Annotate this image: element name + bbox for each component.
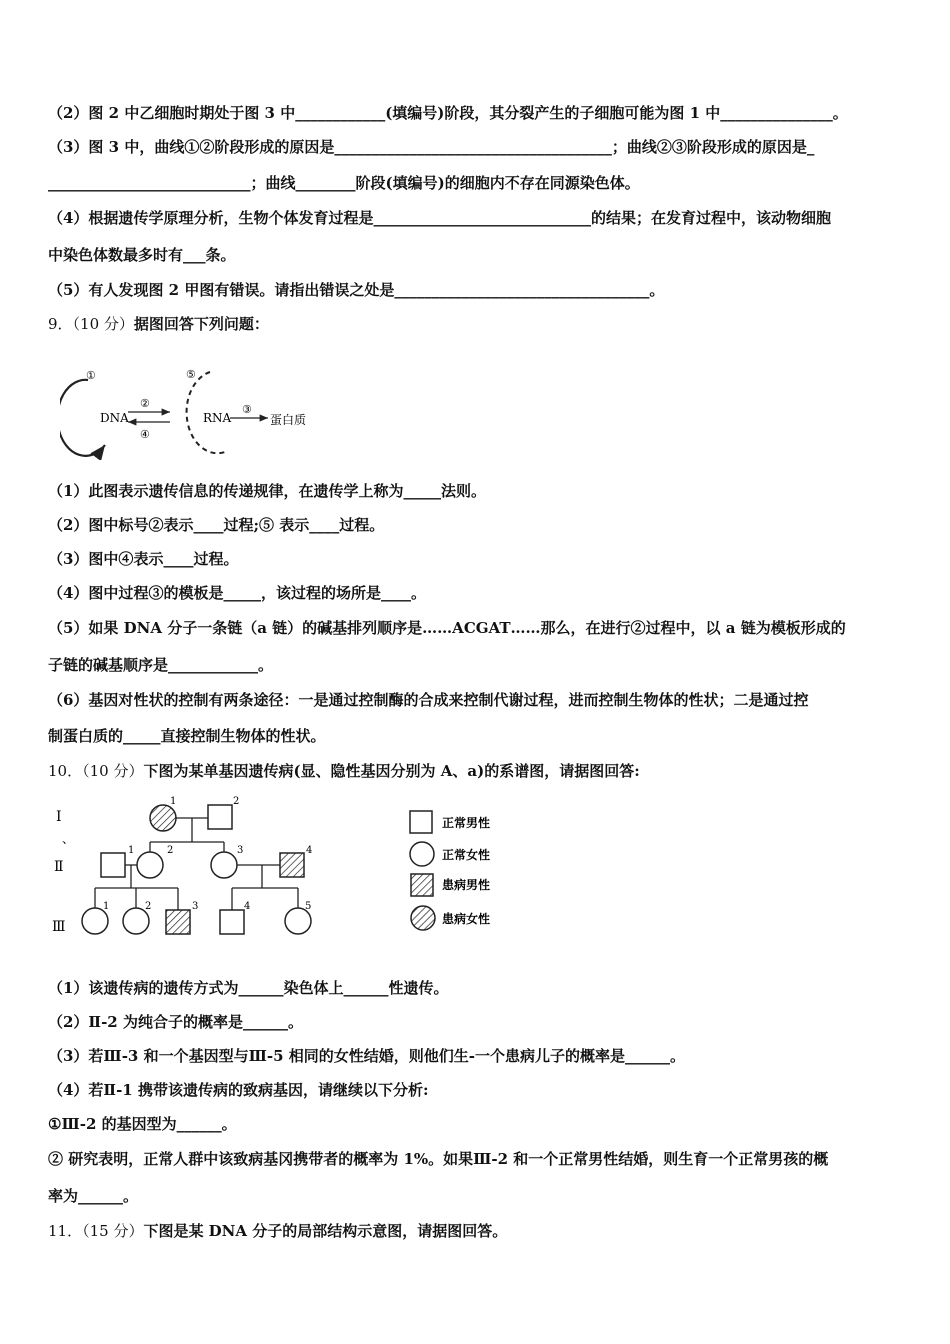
q10-part4: （4）若Ⅱ-1 携带该遗传病的致病基因，请继续以下分析: (48, 1081, 429, 1099)
gen-label-dot: 、 (62, 832, 75, 846)
gen-label-2: Ⅱ (54, 859, 64, 875)
gen2-3-num: 3 (237, 845, 244, 856)
q9-part4: （4）图中过程③的模板是_____，该过程的场所是____。 (48, 584, 426, 602)
legend-affected-male-label: 患病男性 (442, 878, 491, 892)
gen-label-3: Ⅲ (52, 919, 66, 935)
label-1: ① (86, 369, 96, 382)
legend-affected-male-symbol (411, 874, 433, 896)
q9-header (48, 314, 905, 334)
q10-part4-sub2-line2: 率为______。 (48, 1187, 139, 1205)
legend-normal-female-label: 正常女性 (442, 848, 491, 862)
label-4: ④ (140, 428, 150, 441)
label-2: ② (140, 397, 150, 410)
gen2-2-normal-female (137, 852, 163, 878)
q10-part2: （2）Ⅱ-2 为纯合子的概率是______。 (48, 1013, 303, 1031)
label-protein: 蛋白质 (270, 413, 307, 427)
label-rna: RNA (203, 411, 232, 425)
q10-part3: （3）若Ⅲ-3 和一个基因型与Ⅲ-5 相同的女性结婚，则他们生-一个患病儿子的概率是______。 (48, 1047, 685, 1065)
q8-part4-line1: （4）根据遗传学原理分析，生物个体发育过程是_____________________________的结果；在发育过程中，该动物细胞 (48, 209, 831, 227)
gen1-1-num: 1 (170, 796, 177, 807)
label-5: ⑤ (186, 368, 196, 381)
q10-part1: （1）该遗传病的遗传方式为______染色体上______性遗传。 (48, 979, 449, 997)
replication-arc (60, 380, 105, 456)
label-dna: DNA (100, 411, 129, 425)
q9-part2: （2）图中标号②表示____过程;⑤ 表示____过程。 (48, 516, 385, 534)
q11-prompt: 下图是某 DNA 分子的局部结构示意图，请据图回答。 (143, 1222, 508, 1240)
legend-normal-male-label: 正常男性 (442, 816, 491, 830)
label-3: ③ (242, 403, 252, 416)
q9-part1: （1）此图表示遗传信息的传递规律，在遗传学上称为_____法则。 (48, 482, 486, 500)
gen2-4-affected-male (280, 853, 304, 877)
q9-prompt: 据图回答下列问题： (133, 315, 269, 333)
gen2-1-num: 1 (128, 845, 135, 856)
q10-prompt: 下图为某单基因遗传病(显、隐性基因分别为 A、a)的系谱图，请据图回答: (143, 762, 640, 780)
legend-affected-female-symbol (411, 906, 435, 930)
q10-part4-sub2-line1: ② 研究表明，正常人群中该致病基冈携带者的概率为 1%。如果Ⅲ-2 和一个正常男性结婚，则生育一个正常男孩的概 (48, 1150, 829, 1168)
gen1-normal-male (208, 805, 232, 829)
q9-part6-line2: 制蛋白质的_____直接控制生物体的性状。 (48, 727, 326, 745)
q8-part5: （5）有人发现图 2 甲图有错误。请指出错误之处是__________________________________。 (48, 281, 665, 299)
q9-number: 9．（10 分） (48, 315, 134, 333)
gen2-2-num: 2 (167, 845, 174, 856)
gen2-1-normal-male (101, 853, 125, 877)
legend-normal-female-symbol (410, 842, 434, 866)
pedigree-chart (40, 790, 520, 950)
q9-part5-line1: （5）如果 DNA 分子一条链（a 链）的碱基排列顺序是……ACGAT……那么，在进行②过程中，以 a 链为模板形成的 (48, 619, 846, 637)
gen3-4-normal-male (220, 910, 244, 934)
gen3-5-num: 5 (305, 901, 312, 912)
gen3-4-num: 4 (244, 901, 251, 912)
q10-part4-sub1: ①Ⅲ-2 的基因型为______。 (48, 1115, 237, 1133)
q11-number: 11．（15 分） (48, 1222, 144, 1240)
q8-part4-line2: 中染色体数最多时有___条。 (48, 246, 236, 264)
q9-part5-line2: 子链的碱基顺序是____________。 (48, 656, 274, 674)
q9-part6-line1: （6）基因对性状的控制有两条途径：一是通过控制酶的合成来控制代谢过程，进而控制生物体的性状；二是通过控 (48, 691, 809, 709)
q10-header (48, 761, 905, 781)
q8-part3-line1: （3）图 3 中，曲线①②阶段形成的原因是_____________________________________；曲线②③阶段形成的原因是_ (48, 138, 815, 156)
gen3-3-affected-male (166, 910, 190, 934)
q11-header (48, 1221, 905, 1241)
q9-part3: （3）图中④表示____过程。 (48, 550, 239, 568)
gen2-4-num: 4 (306, 845, 313, 856)
gen3-2-num: 2 (145, 901, 152, 912)
gen3-1-num: 1 (103, 901, 110, 912)
gen2-3-normal-female (211, 852, 237, 878)
gen1-2-num: 2 (233, 796, 240, 807)
q10-number: 10．（10 分） (48, 762, 144, 780)
gen3-3-num: 3 (192, 901, 199, 912)
q8-part3-line2: ___________________________；曲线________阶段(填编号)的细胞内不存在同源染色体。 (48, 174, 640, 192)
legend-affected-female-label: 患病女性 (442, 912, 491, 926)
legend-normal-male-symbol (410, 811, 432, 833)
q8-part2: （2）图 2 中乙细胞时期处于图 3 中____________(填编号)阶段，其分裂产生的子细胞可能为图 1 中_______________。 (48, 104, 848, 122)
central-dogma-diagram (60, 360, 320, 460)
gen1-affected-female (150, 805, 176, 831)
gen-label-1: Ⅰ (56, 809, 62, 825)
